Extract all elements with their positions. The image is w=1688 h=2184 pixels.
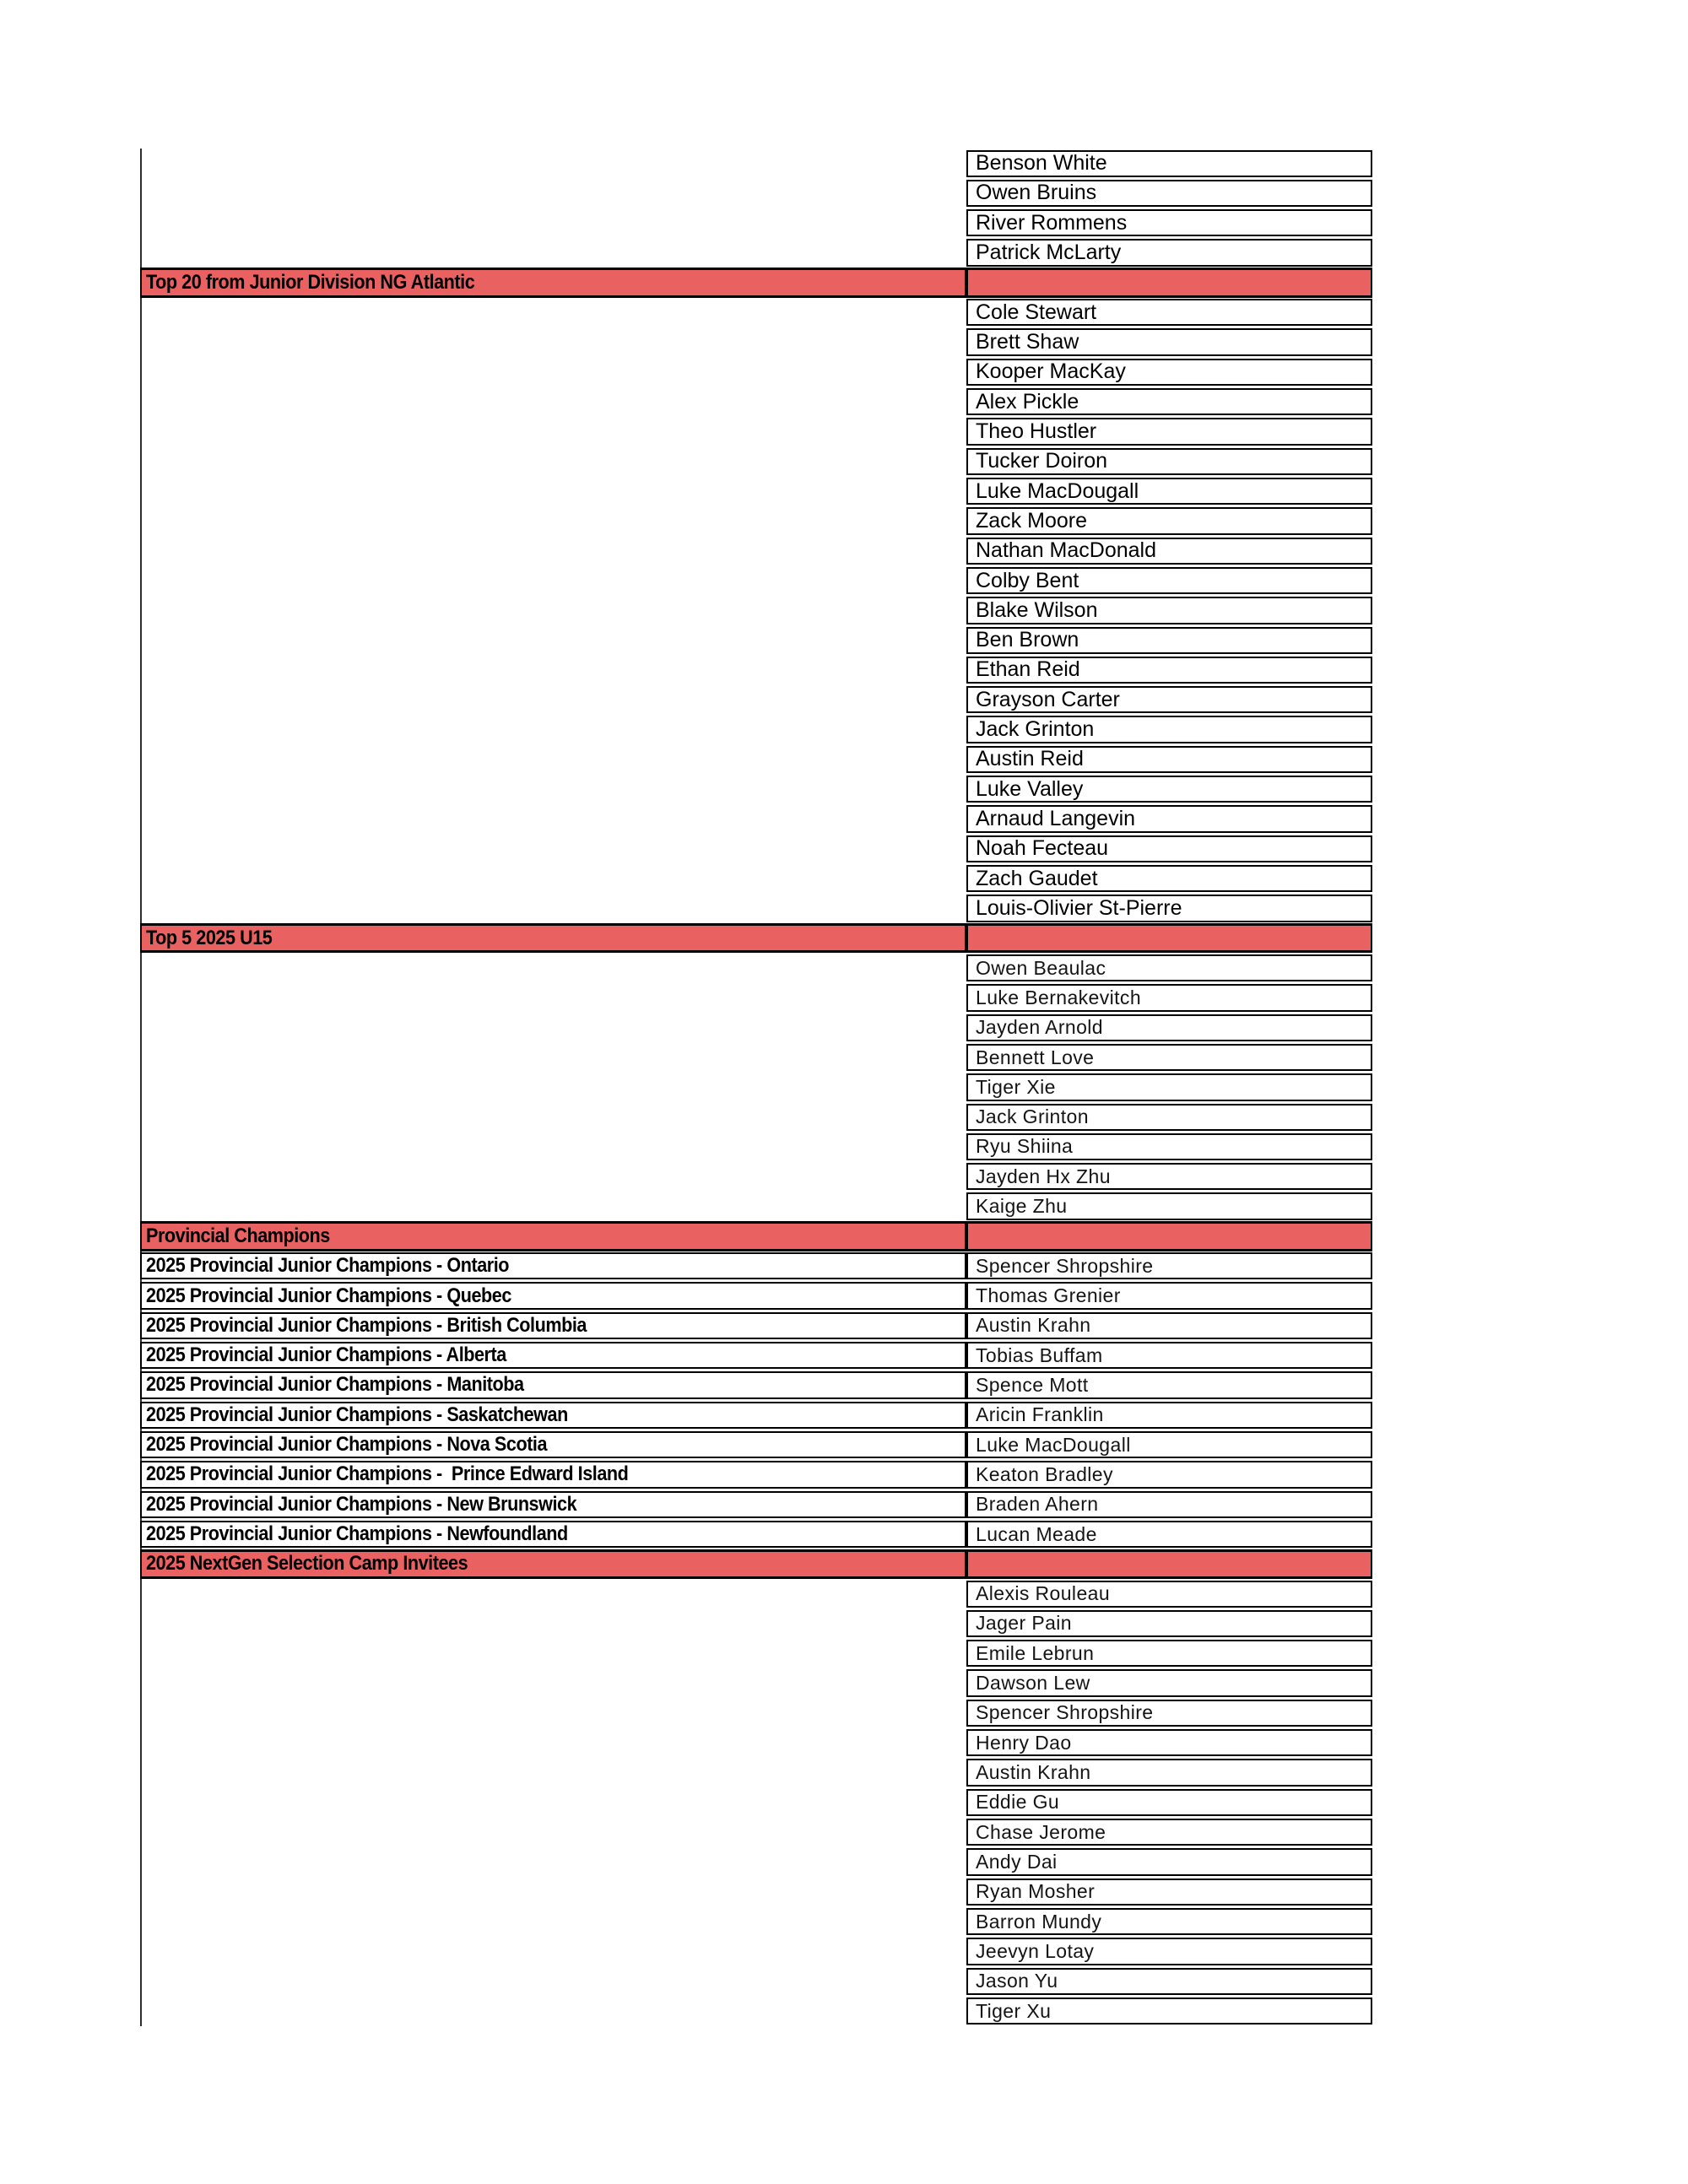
table-row [140, 1996, 1372, 2025]
name-cell [966, 1073, 1372, 1100]
left-spacer-cell [140, 954, 966, 981]
left-spacer-cell [140, 1192, 966, 1219]
table-row [140, 1579, 1372, 1608]
player-name: Austin Reid [976, 747, 1084, 771]
player-name: Dawson Lew [976, 1672, 1090, 1695]
table-row [140, 685, 1372, 715]
table-row [140, 1847, 1372, 1877]
table-row [140, 208, 1372, 238]
left-spacer-cell [140, 538, 966, 565]
table-row [140, 1162, 1372, 1192]
table-row [140, 565, 1372, 595]
table-row [140, 1042, 1372, 1072]
name-cell [966, 299, 1372, 326]
name-cell [966, 507, 1372, 534]
category-label: 2025 Provincial Junior Champions - Ontario [146, 1254, 510, 1278]
name-cell [966, 1431, 1372, 1458]
name-cell [966, 1312, 1372, 1339]
table-row [140, 1906, 1372, 1936]
name-cell [966, 1640, 1372, 1667]
player-name: Zack Moore [976, 508, 1087, 532]
left-spacer-cell [140, 1848, 966, 1875]
name-cell [966, 895, 1372, 922]
section-header-label: Top 20 from Junior Division NG Atlantic [146, 270, 475, 294]
name-cell [966, 1938, 1372, 1965]
left-spacer-cell [140, 627, 966, 654]
name-cell [966, 1133, 1372, 1160]
left-spacer-cell [140, 835, 966, 862]
name-cell [966, 716, 1372, 743]
player-name: Owen Beaulac [976, 956, 1106, 979]
left-spacer-cell [140, 239, 966, 266]
left-spacer-cell [140, 1997, 966, 2025]
table-row [140, 1400, 1372, 1430]
label-cell [140, 1252, 966, 1279]
left-spacer-cell [140, 1073, 966, 1100]
table-row [140, 1698, 1372, 1727]
name-cell [966, 567, 1372, 594]
section-header-cell [140, 268, 966, 297]
name-cell [966, 388, 1372, 415]
table-row [140, 1311, 1372, 1340]
player-name: Jack Grinton [976, 717, 1095, 742]
left-spacer-cell [140, 1133, 966, 1160]
category-label: 2025 Provincial Junior Champions - Quebec [146, 1284, 511, 1307]
left-spacer-cell [140, 299, 966, 326]
name-cell [966, 1521, 1372, 1548]
table-row [140, 775, 1372, 804]
player-name: Luke MacDougall [976, 478, 1139, 503]
player-name: Austin Krahn [976, 1314, 1091, 1337]
name-cell [966, 418, 1372, 445]
player-name: Andy Dai [976, 1850, 1058, 1873]
name-cell [966, 954, 1372, 981]
name-cell [966, 805, 1372, 832]
name-cell [966, 448, 1372, 475]
name-cell [966, 1819, 1372, 1846]
left-spacer-cell [140, 597, 966, 624]
left-spacer-cell [140, 1729, 966, 1756]
left-spacer-cell [140, 657, 966, 684]
name-cell [966, 1402, 1372, 1429]
table-row [140, 804, 1372, 834]
player-name: Braden Ahern [976, 1493, 1099, 1516]
table-row [140, 506, 1372, 536]
player-name: Louis-Olivier St-Pierre [976, 895, 1182, 920]
name-cell [966, 1044, 1372, 1071]
player-name: Jayden Arnold [976, 1016, 1103, 1039]
name-cell [966, 1192, 1372, 1219]
name-cell [966, 538, 1372, 565]
player-name: Kaige Zhu [976, 1195, 1068, 1218]
table-row [140, 178, 1372, 208]
player-name: Jason Yu [976, 1970, 1058, 1992]
player-name: Nathan MacDonald [976, 538, 1157, 563]
table-row [140, 1341, 1372, 1370]
player-name: Ryu Shiina [976, 1135, 1074, 1158]
table-row [140, 446, 1372, 476]
table-row [140, 596, 1372, 625]
table-row [140, 1251, 1372, 1281]
player-name: Jack Grinton [976, 1106, 1089, 1128]
player-name: Chase Jerome [976, 1820, 1106, 1843]
table-row [140, 1519, 1372, 1549]
player-name: Keaton Bradley [976, 1462, 1113, 1485]
left-spacer-cell [140, 865, 966, 892]
player-name: Tobias Buffam [976, 1343, 1103, 1366]
name-cell [966, 1669, 1372, 1696]
table-row [140, 715, 1372, 744]
table-row [140, 1608, 1372, 1638]
player-name: Zach Gaudet [976, 866, 1098, 890]
left-spacer-cell [140, 388, 966, 415]
table-row [140, 1460, 1372, 1489]
player-name: Ben Brown [976, 628, 1079, 652]
left-spacer-cell [140, 1938, 966, 1965]
left-spacer-cell [140, 567, 966, 594]
player-name: Benson White [976, 151, 1107, 176]
name-cell [966, 597, 1372, 624]
left-spacer-cell [140, 359, 966, 386]
left-spacer-cell [140, 1759, 966, 1786]
name-cell [966, 1879, 1372, 1906]
name-cell [966, 1014, 1372, 1041]
left-spacer-cell [140, 776, 966, 803]
player-name: Tucker Doiron [976, 449, 1108, 473]
left-spacer-cell [140, 1163, 966, 1190]
roster-table [140, 149, 1372, 2026]
player-name: River Rommens [976, 210, 1128, 235]
left-spacer-cell [140, 1044, 966, 1071]
table-row [140, 1370, 1372, 1400]
left-spacer-cell [140, 478, 966, 505]
left-spacer-cell [140, 1789, 966, 1816]
section-header-cell [140, 1221, 966, 1251]
name-cell [966, 1789, 1372, 1816]
table-row [140, 1102, 1372, 1132]
table-row [140, 1489, 1372, 1519]
name-cell [966, 1759, 1372, 1786]
left-spacer-cell [140, 209, 966, 236]
table-row [140, 983, 1372, 1013]
table-row [140, 744, 1372, 774]
section-header-cell [140, 923, 966, 953]
table-row [140, 1132, 1372, 1161]
table-row [140, 1192, 1372, 1221]
left-spacer-cell [140, 1581, 966, 1608]
table-row [140, 1728, 1372, 1758]
name-cell [966, 239, 1372, 266]
section-header-name-cell [966, 923, 1372, 953]
table-row [140, 655, 1372, 684]
left-spacer-cell [140, 805, 966, 832]
table-row [140, 387, 1372, 417]
player-name: Bennett Love [976, 1046, 1095, 1068]
name-cell [966, 1610, 1372, 1637]
name-cell [966, 1282, 1372, 1309]
category-label: 2025 Provincial Junior Champions - Newfoundland [146, 1522, 568, 1546]
table-row [140, 476, 1372, 505]
section-header-row [140, 923, 1372, 953]
player-name: Tiger Xie [976, 1075, 1056, 1098]
table-row [140, 1937, 1372, 1966]
category-label: 2025 Provincial Junior Champions - Prince Edward Island [146, 1462, 629, 1486]
table-row [140, 1877, 1372, 1906]
player-name: Jayden Hx Zhu [976, 1165, 1111, 1187]
left-spacer-cell [140, 1640, 966, 1667]
left-spacer-cell [140, 1968, 966, 1995]
name-cell [966, 478, 1372, 505]
table-row [140, 238, 1372, 268]
name-cell [966, 984, 1372, 1011]
name-cell [966, 328, 1372, 355]
category-label: 2025 Provincial Junior Champions - Saskatchewan [146, 1403, 568, 1426]
left-spacer-cell [140, 1819, 966, 1846]
section-header-name-cell [966, 1549, 1372, 1579]
name-cell [966, 865, 1372, 892]
table-row [140, 1668, 1372, 1698]
left-spacer-cell [140, 1669, 966, 1696]
section-header-name-cell [966, 268, 1372, 297]
section-header-row [140, 1549, 1372, 1579]
table-row [140, 1758, 1372, 1787]
label-cell [140, 1491, 966, 1518]
name-cell [966, 150, 1372, 177]
player-name: Barron Mundy [976, 1910, 1102, 1933]
name-cell [966, 835, 1372, 862]
name-cell [966, 627, 1372, 654]
category-label: 2025 Provincial Junior Champions - British Columbia [146, 1313, 587, 1337]
label-cell [140, 1431, 966, 1458]
player-name: Arnaud Langevin [976, 807, 1136, 831]
name-cell [966, 776, 1372, 803]
name-cell [966, 359, 1372, 386]
category-label: 2025 Provincial Junior Champions - New Brunswick [146, 1492, 577, 1516]
player-name: Jeevyn Lotay [976, 1939, 1095, 1962]
table-row [140, 834, 1372, 863]
table-row [140, 327, 1372, 357]
player-name: Spence Mott [976, 1373, 1089, 1396]
player-name: Eddie Gu [976, 1791, 1060, 1814]
table-row [140, 1281, 1372, 1311]
left-spacer-cell [140, 328, 966, 355]
category-label: 2025 Provincial Junior Champions - Manitoba [146, 1373, 524, 1397]
table-row [140, 1073, 1372, 1102]
name-cell [966, 746, 1372, 773]
table-row [140, 1639, 1372, 1668]
left-spacer-cell [140, 1879, 966, 1906]
left-spacer-cell [140, 895, 966, 922]
player-name: Luke MacDougall [976, 1433, 1131, 1456]
player-name: Blake Wilson [976, 597, 1098, 622]
player-name: Ethan Reid [976, 657, 1080, 682]
section-header-row [140, 1221, 1372, 1251]
left-spacer-cell [140, 507, 966, 534]
table-row [140, 357, 1372, 387]
table-row [140, 894, 1372, 923]
name-cell [966, 1848, 1372, 1875]
section-header-cell [140, 1549, 966, 1579]
section-header-label: Top 5 2025 U15 [146, 926, 273, 949]
name-cell [966, 1104, 1372, 1131]
left-spacer-cell [140, 418, 966, 445]
name-cell [966, 657, 1372, 684]
section-header-name-cell [966, 1221, 1372, 1251]
player-name: Cole Stewart [976, 300, 1097, 324]
name-cell [966, 1729, 1372, 1756]
table-row [140, 298, 1372, 327]
player-name: Aricin Franklin [976, 1403, 1104, 1426]
table-row [140, 625, 1372, 655]
player-name: Alexis Rouleau [976, 1582, 1111, 1605]
name-cell [966, 1371, 1372, 1398]
player-name: Kooper MacKay [976, 359, 1126, 384]
left-spacer-cell [140, 1610, 966, 1637]
label-cell [140, 1402, 966, 1429]
table-row [140, 536, 1372, 565]
player-name: Noah Fecteau [976, 836, 1109, 861]
left-spacer-cell [140, 180, 966, 207]
section-header-row [140, 268, 1372, 297]
player-name: Emile Lebrun [976, 1641, 1095, 1664]
player-name: Spencer Shropshire [976, 1701, 1154, 1724]
player-name: Henry Dao [976, 1731, 1072, 1754]
left-spacer-cell [140, 716, 966, 743]
table-row [140, 417, 1372, 446]
category-label: 2025 Provincial Junior Champions - Nova Scotia [146, 1433, 548, 1457]
player-name: Brett Shaw [976, 330, 1079, 354]
left-spacer-cell [140, 1700, 966, 1727]
left-spacer-cell [140, 686, 966, 713]
player-name: Theo Hustler [976, 419, 1097, 443]
name-cell [966, 1163, 1372, 1190]
name-cell [966, 1968, 1372, 1995]
player-name: Spencer Shropshire [976, 1254, 1154, 1277]
name-cell [966, 1461, 1372, 1488]
name-cell [966, 180, 1372, 207]
left-spacer-cell [140, 984, 966, 1011]
player-name: Colby Bent [976, 568, 1079, 592]
left-spacer-cell [140, 1104, 966, 1131]
name-cell [966, 1342, 1372, 1369]
left-spacer-cell [140, 150, 966, 177]
left-spacer-cell [140, 1908, 966, 1935]
name-cell [966, 1908, 1372, 1935]
section-header-label: 2025 NextGen Selection Camp Invitees [146, 1552, 468, 1576]
table-row [140, 149, 1372, 178]
label-cell [140, 1461, 966, 1488]
name-cell [966, 1997, 1372, 2025]
section-header-label: Provincial Champions [146, 1224, 330, 1247]
label-cell [140, 1282, 966, 1309]
left-spacer-cell [140, 448, 966, 475]
player-name: Jager Pain [976, 1612, 1072, 1635]
table-row [140, 1818, 1372, 1847]
player-name: Alex Pickle [976, 389, 1079, 414]
label-cell [140, 1371, 966, 1398]
player-name: Austin Krahn [976, 1761, 1091, 1784]
name-cell [966, 1581, 1372, 1608]
table-row [140, 953, 1372, 982]
label-cell [140, 1312, 966, 1339]
left-spacer-cell [140, 746, 966, 773]
table-row [140, 1966, 1372, 1996]
name-cell [966, 686, 1372, 713]
name-cell [966, 1252, 1372, 1279]
table-row [140, 1013, 1372, 1042]
category-label: 2025 Provincial Junior Champions - Alberta [146, 1343, 506, 1367]
player-name: Lucan Meade [976, 1522, 1097, 1545]
player-name: Grayson Carter [976, 687, 1120, 711]
player-name: Patrick McLarty [976, 241, 1122, 265]
player-name: Tiger Xu [976, 1999, 1052, 2022]
name-cell [966, 1491, 1372, 1518]
table-row [140, 1787, 1372, 1817]
table-row [140, 1430, 1372, 1459]
left-spacer-cell [140, 1014, 966, 1041]
label-cell [140, 1521, 966, 1548]
player-name: Luke Bernakevitch [976, 986, 1142, 1008]
table-row [140, 864, 1372, 894]
name-cell [966, 1700, 1372, 1727]
label-cell [140, 1342, 966, 1369]
player-name: Ryan Mosher [976, 1880, 1096, 1903]
player-name: Owen Bruins [976, 181, 1097, 205]
name-cell [966, 209, 1372, 236]
player-name: Thomas Grenier [976, 1284, 1121, 1307]
player-name: Luke Valley [976, 776, 1084, 801]
